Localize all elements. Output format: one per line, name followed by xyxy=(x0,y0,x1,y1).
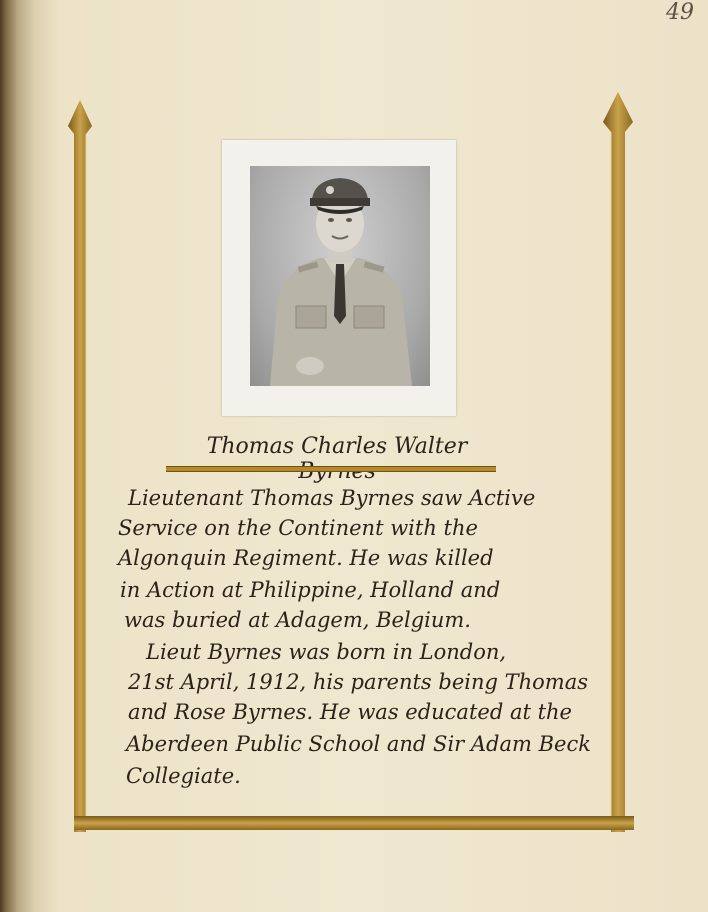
portrait-photo xyxy=(250,166,430,386)
text-line: and Rose Byrnes. He was educated at the xyxy=(128,700,572,724)
text-line: Service on the Continent with the xyxy=(118,516,478,540)
text-line: 21st April, 1912, his parents being Thomas xyxy=(128,670,588,694)
text-line: was buried at Adagem, Belgium. xyxy=(124,608,471,632)
text-line: Lieut Byrnes was born in London, xyxy=(146,640,507,664)
text-line: Aberdeen Public School and Sir Adam Beck xyxy=(126,732,591,756)
memorial-name-heading: Thomas Charles Walter xyxy=(206,434,468,459)
text-line: in Action at Philippine, Holland and xyxy=(120,578,501,602)
text-line: Collegiate. xyxy=(126,764,241,788)
soldier-portrait-icon xyxy=(250,166,430,386)
frame-right-finial xyxy=(603,92,633,832)
photo-mount xyxy=(222,140,456,416)
text-line: Algonquin Regiment. He was killed xyxy=(118,546,494,570)
name-underline xyxy=(166,466,496,472)
frame-bottom-bar xyxy=(74,816,634,830)
frame-left-finial xyxy=(68,100,92,832)
text-line: Lieutenant Thomas Byrnes saw Active xyxy=(128,486,536,510)
page-number: 49 xyxy=(666,0,694,25)
